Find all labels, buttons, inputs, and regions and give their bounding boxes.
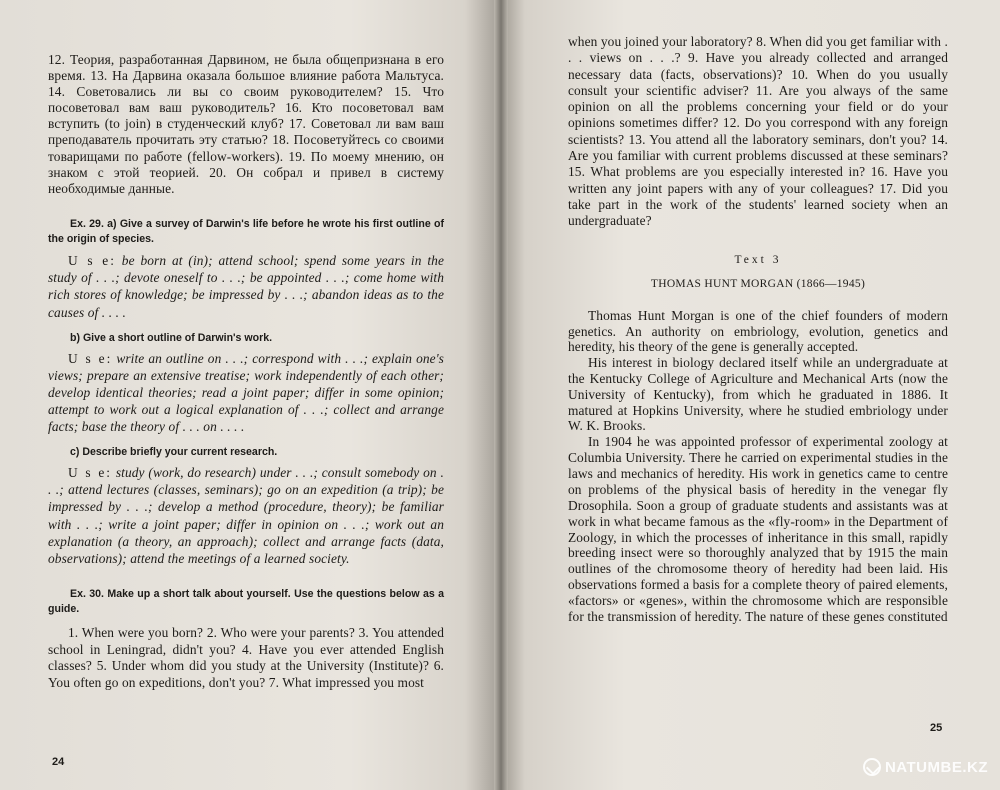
page-number-left: 24 — [52, 756, 65, 768]
ex30-questions: 1. When were you born? 2. Who were your parents? 3. You attended school in Leningrad, didn't you? 4. Have you ever attended English classes? 5. Under whom did you study at the University (Institute)? 6. You often go on expeditions, don't you? 7. What impressed you most — [48, 625, 444, 691]
ex29-heading: Ex. 29. a) Give a survey of Darwin's life before he wrote his first outline of the origin of species. — [48, 217, 444, 245]
natumbe-logo-icon — [863, 758, 881, 776]
ex29a-use-text: be born at (in); attend school; spend some years in the study of . . .; devote oneself to . . .; be appointed . . .; come home with rich stores of knowledge; be impressed by . . .; abandon ideas as to the causes of . . . . — [48, 252, 444, 320]
use-label: U s e: — [68, 465, 112, 481]
continued-questions: when you joined your laboratory? 8. When did you get familiar with . . . views on . . .? 9. Have you already collected and arranged necessary data (facts, observations)? 10. When do you usually consult your scientific adviser? 11. Are you always of the same opinion on all the problems concerning your field or do your opinions sometimes differ? 12. Do you correspond with any foreign scientists? 13. You attend all the laboratory seminars, don't you? 14. Are you familiar with current problems discussed at these seminars? 15. What problems are you especially interested in? 16. Have you written any joint papers with any of your colleagues? 17. Did you take part in the work of the students' learned society when an undergraduate? — [568, 34, 948, 229]
ex29b-use-text: write an outline on . . .; correspond with . . .; explain one's views; prepare an extensive treatise; work independently of each other; develop identical theories; read a joint paper; differ in some opinion; attempt to work out a logical explanation of . . .; collect and arrange facts; base the theory of . . . on . . . . — [48, 351, 444, 435]
right-page-column — [568, 34, 948, 625]
ex29b-heading: b) Give a short outline of Darwin's work. — [70, 332, 273, 345]
book-gutter — [494, 0, 508, 790]
use-label: U s e: — [68, 252, 116, 268]
ex29a-use — [48, 252, 444, 321]
paragraph-2: His interest in biology declared itself while an undergraduate at the Kentucky College of Agriculture and Mechanical Arts (now the University of Kentucky), from which he graduated in 1886. It matured at Hopkins University, where he studied embriology under W. K. Brooks. — [568, 355, 948, 434]
watermark — [863, 758, 988, 776]
right-page — [500, 0, 1000, 790]
watermark-text: NATUMBE.KZ — [884, 758, 988, 776]
ex29b-use — [48, 350, 444, 435]
page-number-right: 25 — [930, 722, 943, 734]
ex29c-use-text: study (work, do research) under . . .; consult somebody on . . .; attend lectures (classes, seminars); go on an expedition (a trip); be impressed by . . .; develop a method (procedure, theory); be familiar with . . .; write a joint paper; differ in opinion on . . .; work out an explanation (a theory, an approach); collect and arrange facts (data, observations); attend the meetings of a learned society. — [48, 465, 444, 567]
left-page-column — [48, 52, 444, 692]
article-title: THOMAS HUNT MORGAN (1866—1945) — [650, 277, 866, 290]
ex29c-use — [48, 464, 444, 567]
russian-sentences: 12. Теория, разработанная Дарвином, не была общепризнана в его время. 13. На Дарвина оказала большое влияние работа Мальтуса. 14. Советовались ли вы со своим руководителем? 15. Что посоветовал вам ваш руководитель? 16. Кто посоветовал вам вступить (to join) в студенческий клуб? 17. Советовал ли вам ваш преподаватель прочитать эту статью? 18. Посоветуйтесь со своими товарищами по работе (fellow-workers). 19. По моему мнению, он знаком с этой теорией. 20. Он собрал и привел в систему необходимые данные. — [48, 52, 444, 196]
ex30-heading: Ex. 30. Make up a short talk about yourself. Use the questions below as a guide. — [48, 588, 444, 616]
ex29c-heading: c) Describe briefly your current research. — [70, 446, 278, 459]
use-label: U s e: — [68, 351, 113, 367]
text-label: Text 3 — [734, 253, 782, 266]
paragraph-3: In 1904 he was appointed professor of experimental zoology at Columbia University. There he carried on experimental studies in the laws and mechanics of heredity. His work in genetics came to centre on problems of the physical basis of heredity in the venegar fly Drosophila. Soon a group of graduate students and assistants was at work in what became famous as the «fly-room» in the Department of Zoology, in which the processes of inheritance in this small, rapidly breeding insect were so thoroughly analyzed that by 1915 the main outlines of the chromosome theory of heredity had been laid. His observations formed a basis for a complete theory of paired elements, «factors» or «genes», within the chromosome which are responsible for the transmission of heredity. The nature of these genes constituted — [568, 434, 948, 625]
paragraph-1: Thomas Hunt Morgan is one of the chief founders of modern genetics. An authority on embriology, evolution, genetics and heredity, his theory of the gene is generally accepted. — [568, 307, 948, 355]
